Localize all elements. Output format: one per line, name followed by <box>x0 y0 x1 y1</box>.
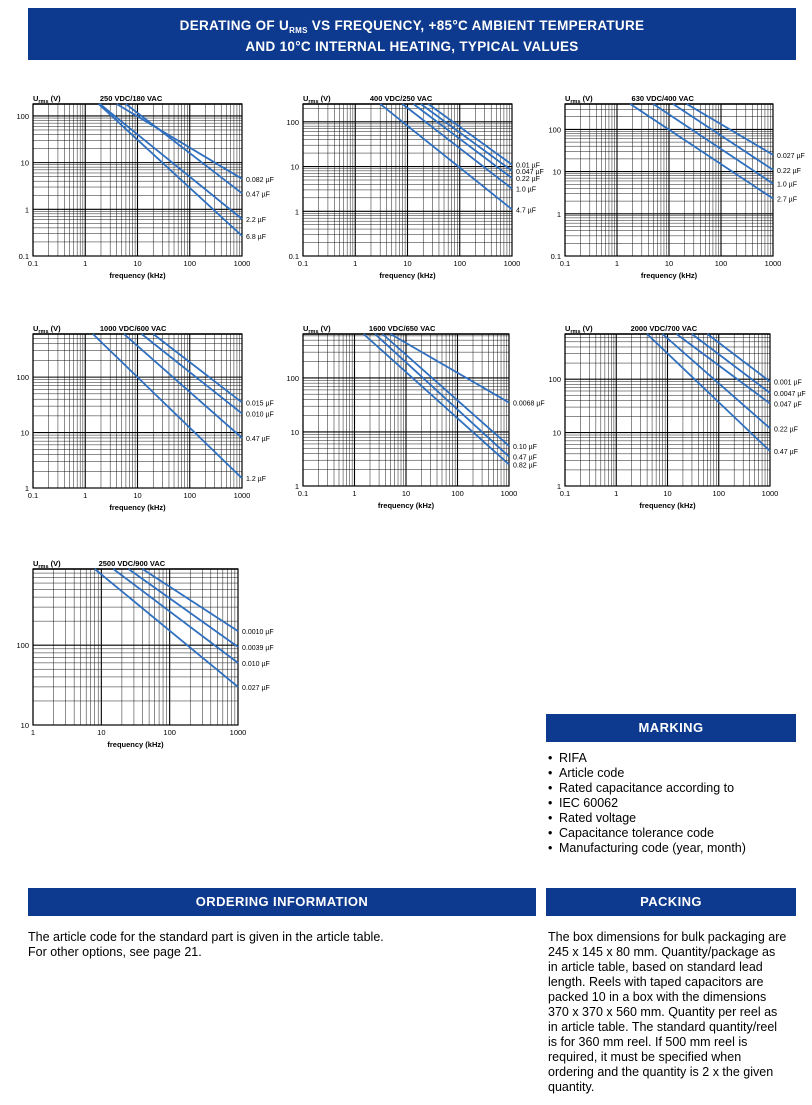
packing-line: packed 10 in a box with the dimensions <box>548 990 767 1004</box>
ordering-line: The article code for the standard part is given in the article table. <box>28 930 384 944</box>
y-tick-label: 1 <box>24 205 29 215</box>
derating-chart-630vdc <box>532 92 812 292</box>
packing-line: ordering and the quantity is 2 x the given <box>548 1065 774 1079</box>
chart-title: 400 VDC/250 VAC <box>369 94 433 103</box>
chart-title: 1600 VDC/650 VAC <box>368 324 436 333</box>
x-tick-label: 10 <box>403 259 412 268</box>
chart-title: 250 VDC/180 VAC <box>99 94 163 103</box>
series-label: 4.7 µF <box>516 207 536 215</box>
title-text-a: DERATING OF U <box>179 18 290 33</box>
y-tick-label: 10 <box>552 167 561 177</box>
y-tick-label: 100 <box>16 373 29 383</box>
y-tick-label: 10 <box>290 162 299 172</box>
marking-item: • Capacitance tolerance code <box>548 826 788 841</box>
plot-frame <box>33 569 238 725</box>
y-tick-label: 10 <box>552 428 561 438</box>
x-tick-label: 1000 <box>229 728 247 737</box>
series-label: 0.027 µF <box>777 152 805 160</box>
derating-chart-2000vdc <box>532 322 812 522</box>
x-tick-label: 10 <box>401 489 411 498</box>
packing-heading: PACKING <box>546 888 796 916</box>
packing-line: is for 360 mm reel. If 500 mm reel is <box>548 1035 748 1049</box>
series-label: 0.027 µF <box>242 684 270 692</box>
chart-title: 2500 VDC/900 VAC <box>98 559 166 568</box>
x-tick-label: 100 <box>714 259 728 268</box>
series-label: 0.0047 µF <box>774 391 806 399</box>
title-banner <box>28 8 796 60</box>
x-tick-label: 1 <box>30 728 36 737</box>
x-tick-label: 1000 <box>500 489 518 498</box>
derating-chart-400vdc <box>270 92 545 292</box>
y-axis-label: $U_{rms}$ (V) <box>33 324 61 335</box>
y-tick-label: 1 <box>294 482 299 491</box>
chart-title: 2000 VDC/700 VAC <box>630 324 698 333</box>
x-tick-label: 1 <box>614 259 620 268</box>
series-label: 0.82 µF <box>513 462 537 470</box>
y-tick-label: 100 <box>16 111 29 121</box>
packing-line: 370 x 370 x 560 mm. Quantity per reel as <box>548 1005 778 1019</box>
series-label: 0.047 µF <box>774 401 802 409</box>
title-line-2: AND 10°C INTERNAL HEATING, TYPICAL VALUES <box>245 39 579 54</box>
y-axis-label: $U_{rms}$ (V) <box>33 559 61 570</box>
y-axis-label: $U_{rms}$ (V) <box>303 324 331 335</box>
series-label: 0.22 µF <box>774 426 798 434</box>
y-tick-label: 100 <box>286 117 299 127</box>
series-label: 0.001 µF <box>774 379 802 387</box>
derating-chart-250vdc <box>0 92 274 292</box>
y-tick-label: 100 <box>286 373 299 383</box>
packing-line: required, it must be specified when <box>548 1050 742 1064</box>
series-label: 0.22 µF <box>777 167 801 175</box>
marking-item-continuation: • IEC 60062 <box>548 796 788 811</box>
packing-line: in article table. The standard quantity/reel <box>548 1020 778 1034</box>
y-axis-label: $U_{rms}$ (V) <box>303 94 331 105</box>
x-tick-label: 0.1 <box>559 259 571 268</box>
series-label: 0.22 µF <box>516 176 540 184</box>
x-axis-label: frequency (kHz) <box>640 271 698 280</box>
packing-line: length. Reels with taped capacitors are <box>548 975 764 989</box>
x-tick-label: 1000 <box>764 259 782 268</box>
x-axis-label: frequency (kHz) <box>109 503 166 512</box>
series-label: 0.010 µF <box>246 411 274 419</box>
x-tick-label: 100 <box>183 491 197 500</box>
series-label: 0.015 µF <box>246 400 274 408</box>
x-axis-label: frequency (kHz) <box>377 501 435 510</box>
x-tick-label: 0.1 <box>297 259 309 268</box>
chart-title: 1000 VDC/600 VAC <box>99 324 167 333</box>
y-tick-label: 0.1 <box>18 252 29 261</box>
x-tick-label: 1 <box>353 259 358 268</box>
x-tick-label: 1000 <box>233 491 251 500</box>
series-label: 6.8 µF <box>246 233 266 241</box>
y-axis-label: $U_{rms}$ (V) <box>565 324 593 335</box>
marking-item: • Rated voltage <box>548 811 788 826</box>
packing-line: The box dimensions for bulk packaging are <box>548 930 787 944</box>
marking-item: • Manufacturing code (year, month) <box>548 841 788 856</box>
series-label: 0.0039 µF <box>242 644 274 652</box>
ordering-line: For other options, see page 21. <box>28 945 202 959</box>
y-tick-label: 10 <box>20 428 29 438</box>
x-tick-label: 100 <box>451 489 464 498</box>
marking-item: • RIFA <box>548 751 788 766</box>
marking-heading: MARKING <box>546 714 796 742</box>
derating-chart-1000vdc <box>0 322 280 522</box>
x-tick-label: 100 <box>712 489 726 498</box>
y-tick-label: 1 <box>24 484 29 493</box>
x-tick-label: 1000 <box>503 259 521 268</box>
title-subscript: RMS <box>289 26 308 35</box>
derating-chart-2500vdc <box>0 557 280 757</box>
x-tick-label: 10 <box>663 489 672 498</box>
marking-list <box>548 751 788 856</box>
series-label: 1.0 µF <box>777 181 797 189</box>
x-axis-label: frequency (kHz) <box>379 271 436 280</box>
series-label: 0.47 µF <box>774 449 798 457</box>
x-tick-label: 0.1 <box>559 489 571 498</box>
packing-line: quantity. <box>548 1080 595 1094</box>
series-label: 2.7 µF <box>777 196 797 204</box>
packing-text <box>548 930 798 1095</box>
series-label: 2.2 µF <box>246 217 266 225</box>
series-label: 0.047 µF <box>516 168 544 176</box>
x-tick-label: 1 <box>83 259 88 268</box>
y-tick-label: 100 <box>548 375 561 385</box>
series-label: 0.47 µF <box>246 191 270 199</box>
x-tick-label: 1 <box>352 489 357 498</box>
ordering-text <box>28 930 536 960</box>
y-tick-label: 10 <box>290 427 299 437</box>
x-tick-label: 0.1 <box>27 259 39 268</box>
y-tick-label: 1 <box>294 207 299 217</box>
series-label: 0.47 µF <box>246 435 270 443</box>
x-axis-label: frequency (kHz) <box>639 501 696 510</box>
packing-line: in article table, based on standard lead <box>548 960 763 974</box>
y-tick-label: 10 <box>20 721 29 730</box>
x-tick-label: 0.1 <box>27 491 39 500</box>
y-axis-label: $U_{rms}$ (V) <box>565 94 593 105</box>
series-label: 0.082 µF <box>246 176 274 184</box>
chart-title: 630 VDC/400 VAC <box>631 94 694 103</box>
series-label: 0.0068 µF <box>513 400 545 408</box>
y-tick-label: 1 <box>556 482 561 491</box>
title-text-b: VS FREQUENCY, +85°C AMBIENT TEMPERATURE <box>307 18 645 33</box>
x-tick-label: 10 <box>133 491 142 500</box>
x-tick-label: 1000 <box>761 489 779 498</box>
y-tick-label: 1 <box>556 209 561 219</box>
title-line-1 <box>28 18 796 39</box>
y-tick-label: 10 <box>20 158 29 168</box>
marking-item: • Rated capacitance according to <box>548 781 788 796</box>
y-tick-label: 0.1 <box>550 252 561 261</box>
series-label: 0.01 µF <box>516 162 540 170</box>
x-tick-label: 100 <box>453 259 467 268</box>
series-label: 0.0010 µF <box>242 629 274 637</box>
y-tick-label: 100 <box>16 641 29 651</box>
x-tick-label: 1 <box>614 489 619 498</box>
marking-item: • Article code <box>548 766 788 781</box>
x-tick-label: 1 <box>83 491 88 500</box>
series-label: 0.47 µF <box>513 454 537 462</box>
x-tick-label: 100 <box>183 259 197 268</box>
packing-line: 245 x 145 x 80 mm. Quantity/package as <box>548 945 776 959</box>
ordering-heading: ORDERING INFORMATION <box>28 888 536 916</box>
y-tick-label: 100 <box>548 125 561 135</box>
y-tick-label: 0.1 <box>288 252 299 261</box>
derating-chart-1600vdc <box>270 322 545 522</box>
x-tick-label: 100 <box>163 728 176 737</box>
x-tick-label: 10 <box>664 259 674 268</box>
x-tick-label: 0.1 <box>297 489 309 498</box>
y-axis-label: $U_{rms}$ (V) <box>33 94 61 105</box>
series-label: 1.0 µF <box>516 186 536 194</box>
series-label: 0.10 µF <box>513 443 537 451</box>
x-tick-label: 10 <box>97 728 106 737</box>
x-axis-label: frequency (kHz) <box>107 740 164 749</box>
x-tick-label: 1000 <box>233 259 251 268</box>
x-axis-label: frequency (kHz) <box>109 271 166 280</box>
x-tick-label: 10 <box>133 259 142 268</box>
series-label: 1.2 µF <box>246 476 266 484</box>
series-label: 0.010 µF <box>242 660 270 668</box>
